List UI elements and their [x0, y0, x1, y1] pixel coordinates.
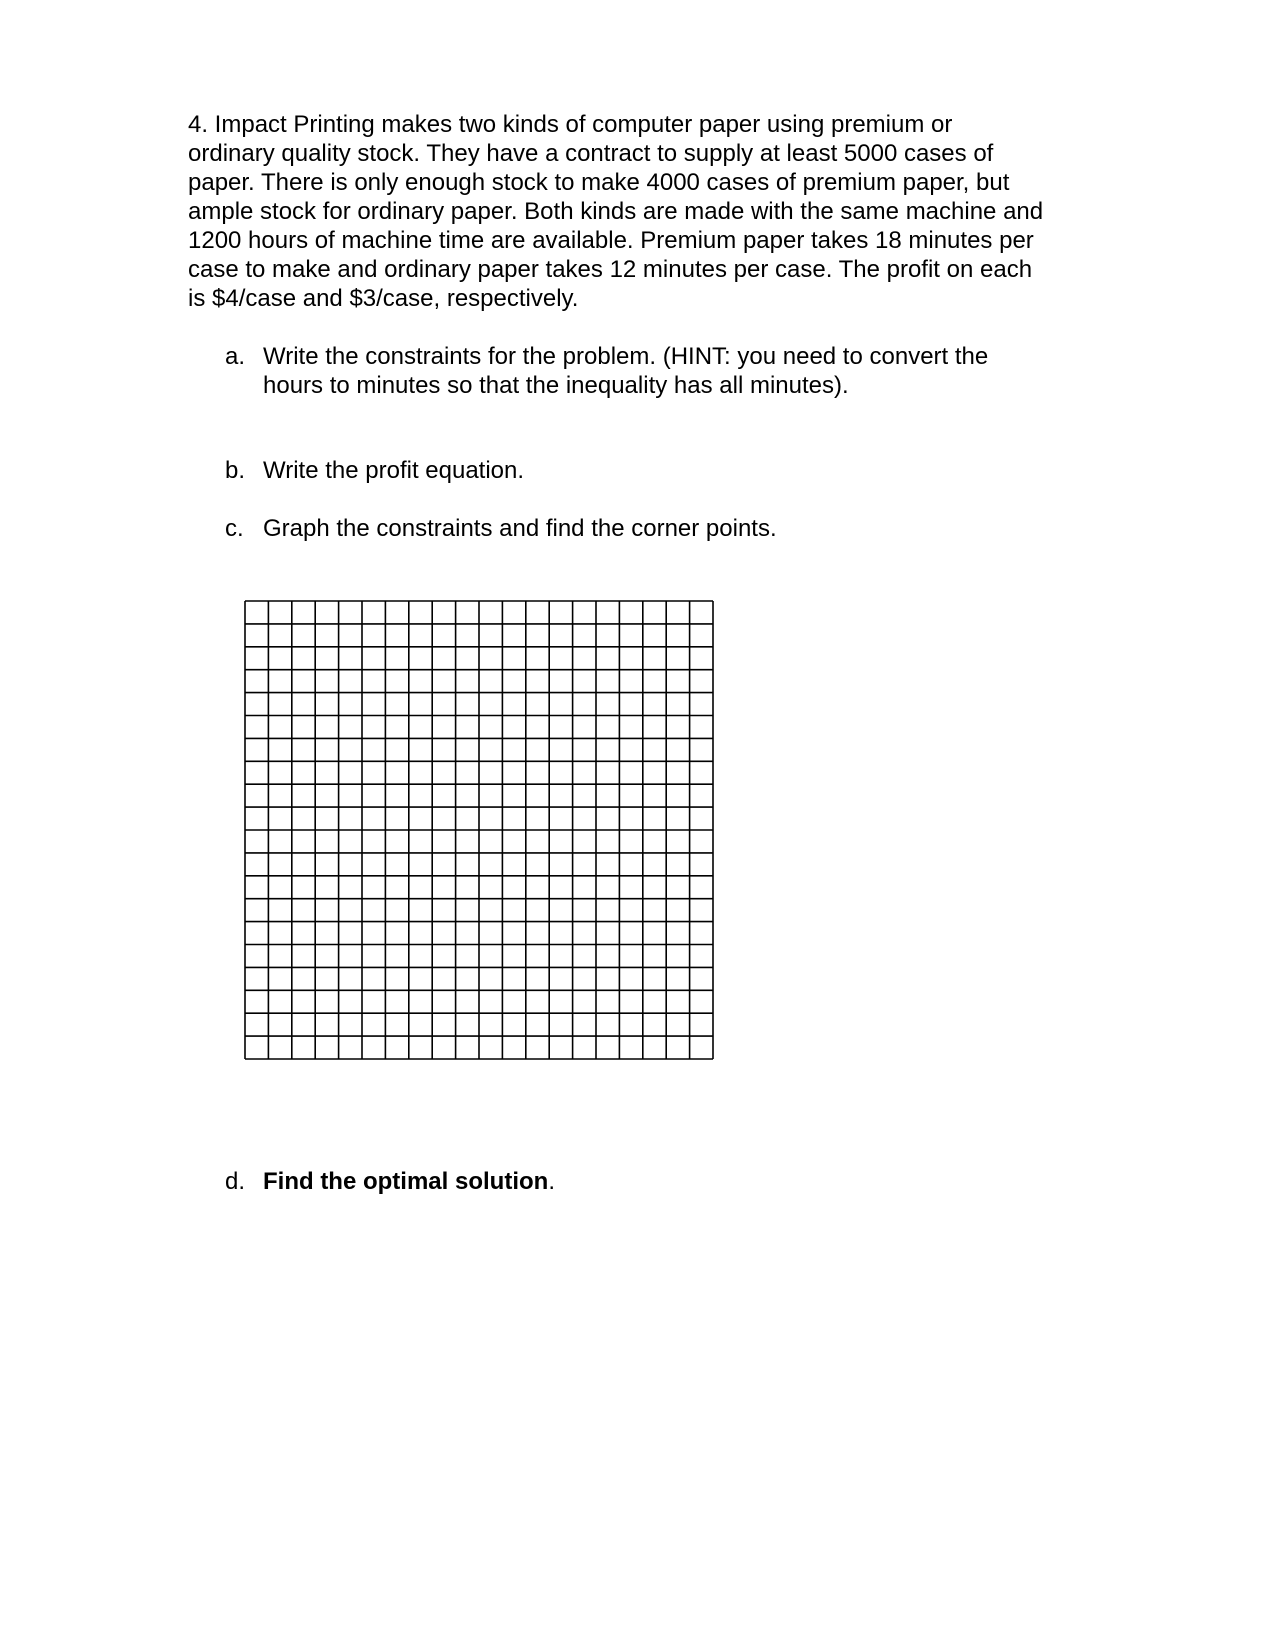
part-d-bold-text: Find the optimal solution — [263, 1168, 549, 1195]
problem-statement — [188, 110, 1088, 313]
problem-line: ample stock for ordinary paper. Both kinds are made with the same machine and — [188, 198, 1044, 225]
part-b — [225, 456, 825, 486]
part-b-text: Write the profit equation. — [263, 457, 525, 484]
part-a — [225, 342, 1075, 402]
part-d — [225, 1167, 825, 1197]
part-d-letter: d. — [225, 1168, 246, 1195]
graph-grid — [244, 600, 714, 1060]
part-c — [225, 514, 925, 544]
problem-line: 4. Impact Printing makes two kinds of computer paper using premium or — [188, 111, 953, 138]
part-c-text: Graph the constraints and find the corner points. — [263, 515, 777, 542]
part-a-line: Write the constraints for the problem. (HINT: you need to convert the — [263, 343, 989, 370]
part-b-letter: b. — [225, 457, 246, 484]
part-a-line: hours to minutes so that the inequality has all minutes). — [263, 372, 849, 399]
problem-line: 1200 hours of machine time are available. Premium paper takes 18 minutes per — [188, 227, 1034, 254]
part-a-text — [263, 342, 988, 400]
part-d-period: . — [548, 1168, 555, 1195]
problem-line: case to make and ordinary paper takes 12 minutes per case. The profit on each — [188, 256, 1033, 283]
part-d-text — [263, 1167, 555, 1196]
part-a-letter: a. — [225, 343, 246, 370]
problem-line: paper. There is only enough stock to make 4000 cases of premium paper, but — [188, 169, 1010, 196]
problem-line: is $4/case and $3/case, respectively. — [188, 285, 579, 312]
part-c-letter: c. — [225, 515, 244, 542]
problem-line: ordinary quality stock. They have a contract to supply at least 5000 cases of — [188, 140, 994, 167]
